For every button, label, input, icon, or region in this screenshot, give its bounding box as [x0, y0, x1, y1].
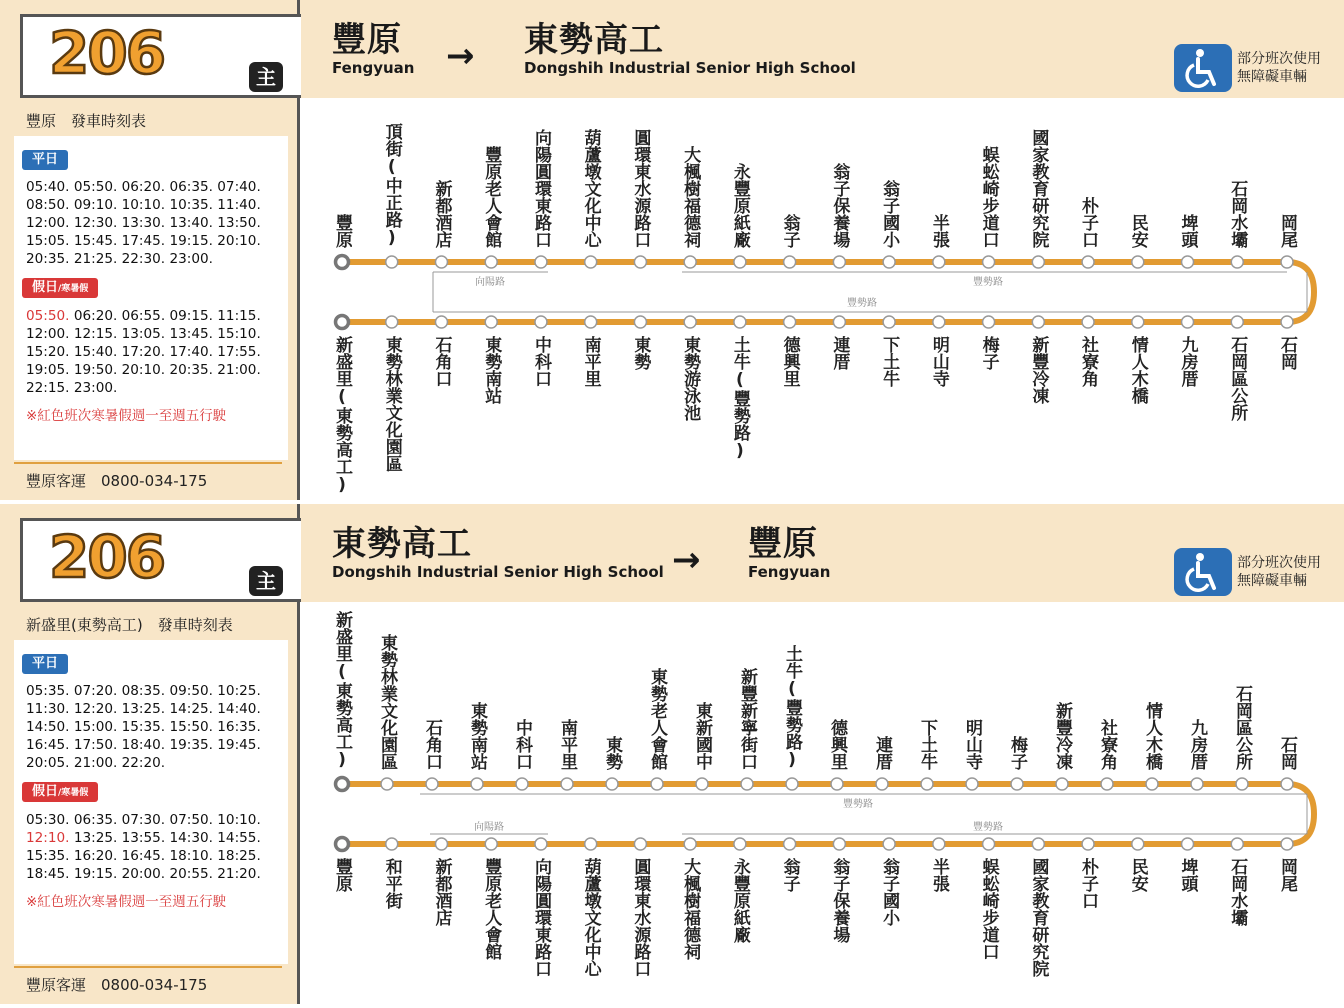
stop-marker	[471, 778, 483, 790]
stop-marker	[983, 838, 995, 850]
stop-marker	[831, 778, 843, 790]
stop-label: 中科口	[530, 336, 551, 387]
stop-label: 圓環東水源路口	[630, 129, 651, 248]
stop-label: 蜈蚣崎步道口	[978, 146, 999, 248]
stop-label: 明山寺	[962, 719, 982, 770]
stop-label: 國家教育研究院	[1028, 129, 1049, 248]
stop-label: 南平里	[580, 336, 601, 387]
stop-marker	[883, 316, 895, 328]
stop-marker	[1182, 316, 1194, 328]
stop-marker	[1011, 778, 1023, 790]
holiday-times	[26, 307, 284, 397]
route-number: 206	[49, 19, 165, 87]
route-line	[342, 784, 1314, 844]
stops	[332, 610, 1298, 977]
stop-marker	[1231, 256, 1243, 268]
stop-label: 下土牛	[879, 336, 900, 387]
stop-label: 民安	[1127, 858, 1148, 892]
schedule-title: 新盛里(東勢高工) 發車時刻表	[26, 614, 282, 643]
stop-label: 岡尾	[1277, 858, 1297, 892]
stop-marker	[336, 838, 349, 851]
stop-marker	[684, 316, 696, 328]
stop-marker	[983, 316, 995, 328]
stop-marker	[786, 778, 798, 790]
schedule-note: ※紅色班次寒暑假週一至週五行駛	[26, 894, 227, 910]
stop-marker	[535, 838, 547, 850]
stop-marker	[585, 838, 597, 850]
stop-marker	[585, 256, 597, 268]
wheelchair-icon	[1174, 44, 1232, 92]
stop-label: 連厝	[829, 336, 850, 370]
stop-label: 朴子口	[1078, 858, 1099, 909]
stop-marker	[1281, 316, 1293, 328]
stop-marker	[784, 838, 796, 850]
route-line	[342, 262, 1314, 322]
stop-marker	[1182, 838, 1194, 850]
weekday-times: 05:40. 05:50. 06:20. 06:35. 07:40. 08:50. 09:10. 10:10. 10:35. 11:40. 12:00. 12:30. 13:30. 13:40. 13:50. 15:05. 15:45. 17:45. 19:15. 20:10. 20:35. 21:25. 22:30. 23:00.	[26, 179, 261, 267]
stop-label: 永豐原紙廠	[729, 163, 750, 248]
route-badge: 主	[249, 566, 283, 596]
stop-marker	[1281, 778, 1293, 790]
stop-label: 和平街	[381, 858, 402, 909]
stop-label: 情人木橋	[1127, 336, 1148, 404]
stop-marker	[1101, 778, 1113, 790]
stop-label: 國家教育研究院	[1028, 858, 1049, 977]
route-panel-outbound	[0, 0, 1344, 500]
stop-label: 石岡區公所	[1227, 336, 1248, 421]
stop-marker	[696, 778, 708, 790]
road-label: 豐勢路	[973, 822, 1003, 833]
divider	[14, 966, 282, 968]
stop-marker	[876, 778, 888, 790]
destination-zh: 東勢高工	[524, 20, 664, 60]
holiday-tag-label: 假日	[32, 784, 59, 799]
holiday-times-rest: 13:25. 13:55. 14:30. 14:55. 15:35. 16:20. 16:45. 18:10. 18:25. 18:45. 19:15. 20:00. 20:55. 21:20.	[26, 830, 261, 882]
stop-marker	[784, 316, 796, 328]
stop-label: 永豐原紙廠	[729, 858, 750, 943]
stop-label: 翁子保養場	[829, 163, 850, 248]
stop-marker	[933, 256, 945, 268]
stop-label: 新盛里(東勢高工)	[332, 611, 352, 770]
stop-marker	[1032, 838, 1044, 850]
stop-marker	[1132, 316, 1144, 328]
stop-marker	[435, 838, 447, 850]
holiday-tag-label: 假日	[32, 280, 59, 295]
stop-marker	[485, 316, 497, 328]
stop-label: 連厝	[872, 736, 892, 770]
road-segments	[433, 272, 1307, 312]
stop-label: 新豐冷凍	[1028, 336, 1049, 404]
stop-label: 半張	[928, 214, 949, 248]
stop-label: 豐原	[332, 858, 352, 892]
stop-marker	[634, 838, 646, 850]
stop-marker	[933, 316, 945, 328]
stop-marker	[381, 778, 393, 790]
origin-label	[332, 524, 664, 580]
stop-marker	[386, 838, 398, 850]
stop-marker	[684, 838, 696, 850]
stop-marker	[386, 256, 398, 268]
road-label: 豐勢路	[843, 799, 873, 810]
stop-marker	[1182, 256, 1194, 268]
stop-label: 大楓樹福德祠	[680, 858, 701, 960]
stop-label: 翁子	[779, 214, 800, 248]
stop-label: 石岡區公所	[1232, 685, 1252, 770]
stop-marker	[1281, 256, 1293, 268]
holiday-tag-small: /寒暑假	[58, 788, 89, 798]
weekday-tag: 平日	[22, 150, 68, 170]
destination-label	[524, 20, 856, 76]
stop-marker	[1191, 778, 1203, 790]
destination-en: Fengyuan	[748, 563, 831, 581]
stop-marker	[1032, 316, 1044, 328]
origin-en: Fengyuan	[332, 59, 415, 77]
direction-arrow: →	[446, 36, 475, 76]
stop-label: 社寮角	[1078, 336, 1099, 387]
stop-label: 翁子保養場	[829, 858, 850, 943]
road-label: 豐勢路	[847, 298, 877, 309]
stop-marker	[485, 256, 497, 268]
wheelchair-icon	[1174, 548, 1232, 596]
stop-label: 豐原	[332, 214, 352, 248]
stop-marker	[1082, 256, 1094, 268]
route-panel-inbound	[0, 504, 1344, 1004]
origin-zh: 東勢高工	[332, 524, 472, 564]
company-contact: 豐原客運 0800-034-175	[26, 472, 208, 490]
stop-label: 石岡水壩	[1227, 180, 1248, 248]
stop-marker	[833, 838, 845, 850]
accessibility-line1: 部分班次使用	[1237, 555, 1321, 571]
stop-marker	[1082, 838, 1094, 850]
stop-label: 岡尾	[1277, 214, 1297, 248]
stop-label: 東勢游泳池	[680, 336, 701, 421]
stop-marker	[1146, 778, 1158, 790]
accessibility-line2: 無障礙車輛	[1237, 573, 1307, 589]
stop-label: 東勢	[630, 336, 651, 370]
stop-marker	[1236, 778, 1248, 790]
schedule-note: ※紅色班次寒暑假週一至週五行駛	[26, 408, 227, 424]
holiday-times-red: 05:50.	[26, 308, 70, 324]
route-number-box	[20, 14, 301, 98]
stop-marker	[426, 778, 438, 790]
stop-label: 東勢林業文化園區	[377, 634, 397, 770]
holiday-tag-small: /寒暑假	[58, 284, 89, 294]
stop-label: 新豐冷凍	[1052, 702, 1072, 770]
stop-label: 葫蘆墩文化中心	[580, 858, 601, 977]
stop-marker	[1132, 256, 1144, 268]
stop-label: 民安	[1127, 214, 1148, 248]
stop-marker	[933, 838, 945, 850]
stops	[332, 123, 1298, 495]
stop-marker	[336, 256, 349, 269]
road-segments	[420, 794, 1307, 834]
destination-label	[748, 524, 831, 580]
stop-label: 南平里	[557, 719, 577, 770]
stop-label: 梅子	[1007, 736, 1027, 770]
stop-label: 豐原老人會館	[481, 858, 502, 960]
route-diagram-inbound	[302, 602, 1344, 1004]
stop-label: 東勢林業文化園區	[381, 336, 402, 472]
road-label: 向陽路	[475, 277, 505, 288]
stop-marker	[1082, 316, 1094, 328]
stop-label: 德興里	[779, 336, 800, 387]
stop-label: 石岡	[1277, 336, 1297, 370]
stop-label: 半張	[928, 858, 949, 892]
stop-label: 明山寺	[928, 336, 949, 387]
stop-label: 新盛里(東勢高工)	[332, 336, 352, 495]
stop-label: 德興里	[827, 719, 847, 770]
stop-marker	[734, 838, 746, 850]
stop-label: 東勢南站	[467, 702, 487, 770]
destination-zh: 豐原	[748, 524, 818, 564]
stop-label: 朴子口	[1078, 197, 1099, 248]
stop-marker	[1281, 838, 1293, 850]
stop-marker	[1231, 316, 1243, 328]
holiday-tag	[22, 278, 98, 298]
stop-label: 東新國中	[692, 702, 712, 770]
road-label: 向陽路	[474, 822, 504, 833]
stop-marker	[535, 316, 547, 328]
stop-marker	[1032, 256, 1044, 268]
stop-marker	[1231, 838, 1243, 850]
stop-marker	[734, 316, 746, 328]
stop-marker	[585, 316, 597, 328]
stop-marker	[921, 778, 933, 790]
schedule-body	[14, 640, 288, 964]
stop-label: 埤頭	[1177, 214, 1198, 248]
schedule-title: 豐原 發車時刻表	[26, 110, 282, 139]
stop-marker	[883, 838, 895, 850]
stop-marker	[1056, 778, 1068, 790]
stop-label: 圓環東水源路口	[630, 858, 651, 977]
stop-label: 東勢南站	[481, 336, 502, 404]
route-diagram-outbound	[302, 98, 1344, 500]
stop-marker	[516, 778, 528, 790]
stop-label: 東勢老人會館	[647, 668, 667, 770]
stop-label: 中科口	[512, 719, 532, 770]
company-contact: 豐原客運 0800-034-175	[26, 976, 208, 994]
stop-label: 向陽圓環東路口	[530, 858, 551, 977]
stop-marker	[336, 778, 349, 791]
stop-label: 新都酒店	[431, 858, 452, 926]
stop-label: 翁子國小	[879, 858, 900, 926]
direction-arrow: →	[672, 540, 701, 580]
stop-marker	[485, 838, 497, 850]
road-label: 豐勢路	[973, 277, 1003, 288]
stop-marker	[336, 316, 349, 329]
weekday-tag: 平日	[22, 654, 68, 674]
holiday-times-pre: 05:30. 06:35. 07:30. 07:50. 10:10.	[26, 812, 261, 828]
stop-label: 翁子	[779, 858, 800, 892]
stop-marker	[435, 256, 447, 268]
stop-label: 向陽圓環東路口	[530, 129, 551, 248]
holiday-times-red: 12:10.	[26, 830, 70, 846]
stop-label: 石角口	[422, 719, 442, 770]
origin-label	[332, 20, 415, 76]
stop-marker	[606, 778, 618, 790]
route-number: 206	[49, 523, 165, 591]
schedule-body	[14, 136, 288, 460]
stop-label: 埤頭	[1177, 858, 1198, 892]
stop-marker	[883, 256, 895, 268]
schedule-column	[0, 0, 300, 500]
stop-label: 翁子國小	[879, 180, 900, 248]
stop-label: 新豐新寧街口	[737, 668, 757, 770]
stop-label: 土牛(豐勢路)	[729, 336, 750, 461]
stop-label: 石岡水壩	[1227, 858, 1248, 926]
stop-label: 葫蘆墩文化中心	[580, 129, 601, 248]
stop-marker	[634, 316, 646, 328]
accessibility-text	[1237, 554, 1321, 590]
stop-label: 大楓樹福德祠	[680, 146, 701, 248]
route-number-box	[20, 518, 301, 602]
stop-marker	[734, 256, 746, 268]
stop-marker	[983, 256, 995, 268]
stop-label: 頂街(中正路)	[381, 123, 402, 248]
stop-label: 蜈蚣崎步道口	[978, 858, 999, 960]
origin-zh: 豐原	[332, 20, 402, 60]
accessibility-line1: 部分班次使用	[1237, 51, 1321, 67]
holiday-tag	[22, 782, 98, 802]
stop-marker	[741, 778, 753, 790]
accessibility-line2: 無障礙車輛	[1237, 69, 1307, 85]
route-badge: 主	[249, 62, 283, 92]
holiday-times-rest: 06:20. 06:55. 09:15. 11:15. 12:00. 12:15. 13:05. 13:45. 15:10. 15:20. 15:40. 17:20. 17:40. 17:55. 19:05. 19:50. 20:10. 20:35. 21:00. 22:15. 23:00.	[26, 308, 261, 396]
stop-marker	[651, 778, 663, 790]
stop-label: 情人木橋	[1142, 702, 1162, 770]
stop-label: 石岡	[1277, 736, 1297, 770]
stop-marker	[435, 316, 447, 328]
stop-label: 下土牛	[917, 719, 937, 770]
stop-label: 東勢	[602, 736, 622, 770]
schedule-column	[0, 504, 300, 1004]
stop-label: 社寮角	[1097, 719, 1117, 770]
stop-marker	[966, 778, 978, 790]
stop-marker	[684, 256, 696, 268]
stop-marker	[1132, 838, 1144, 850]
destination-en: Dongshih Industrial Senior High School	[524, 59, 856, 77]
origin-en: Dongshih Industrial Senior High School	[332, 563, 664, 581]
stop-marker	[784, 256, 796, 268]
stop-label: 石角口	[431, 336, 452, 387]
stop-label: 梅子	[978, 336, 999, 370]
stop-label: 九房厝	[1187, 719, 1207, 770]
stop-marker	[386, 316, 398, 328]
stop-marker	[561, 778, 573, 790]
weekday-times: 05:35. 07:20. 08:35. 09:50. 10:25. 11:30. 12:20. 13:25. 14:25. 14:40. 14:50. 15:00. 15:35. 15:50. 16:35. 16:45. 17:50. 18:40. 19:35. 19:45. 20:05. 21:00. 22:20.	[26, 683, 261, 771]
divider	[14, 462, 282, 464]
stop-label: 新都酒店	[431, 180, 452, 248]
accessibility-text	[1237, 50, 1321, 86]
holiday-times	[26, 811, 284, 883]
stop-marker	[535, 256, 547, 268]
stop-label: 豐原老人會館	[481, 146, 502, 248]
stop-marker	[634, 256, 646, 268]
stop-marker	[833, 256, 845, 268]
stop-label: 九房厝	[1177, 336, 1198, 387]
stop-label: 土牛(豐勢路)	[782, 645, 802, 770]
stop-marker	[833, 316, 845, 328]
